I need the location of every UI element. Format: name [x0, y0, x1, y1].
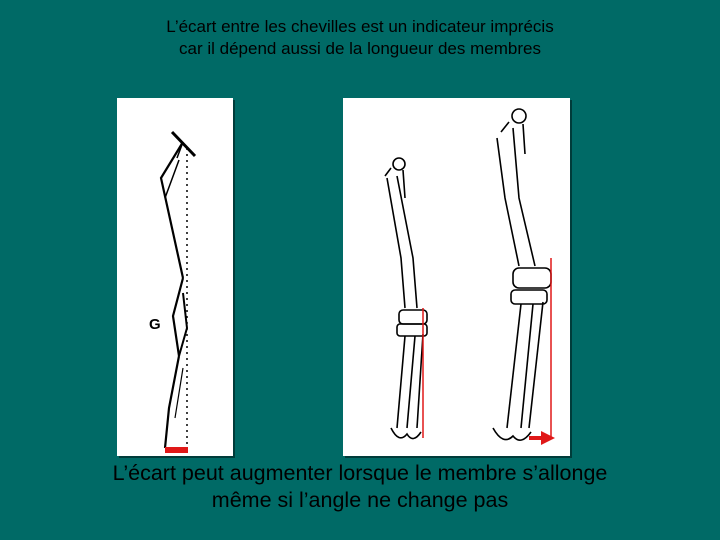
long-leg [493, 109, 551, 440]
title-line-2: car il dépend aussi de la longueur des membres [179, 39, 541, 58]
slide-title [0, 16, 720, 60]
title-line-1: L’écart entre les chevilles est un indicateur imprécis [166, 17, 554, 36]
slide-caption [0, 460, 720, 514]
caption-line-2: même si l’angle ne change pas [211, 488, 509, 512]
left-figure-panel [117, 98, 233, 456]
left-leg-diagram [117, 98, 233, 456]
caption-line-1: L’écart peut augmenter lorsque le membre s’allonge [112, 461, 608, 485]
right-leg-diagram [343, 98, 570, 456]
gap-arrow-head [541, 431, 555, 445]
right-figure-panel [343, 98, 570, 456]
short-leg [385, 158, 427, 439]
label-g: G [149, 316, 161, 333]
